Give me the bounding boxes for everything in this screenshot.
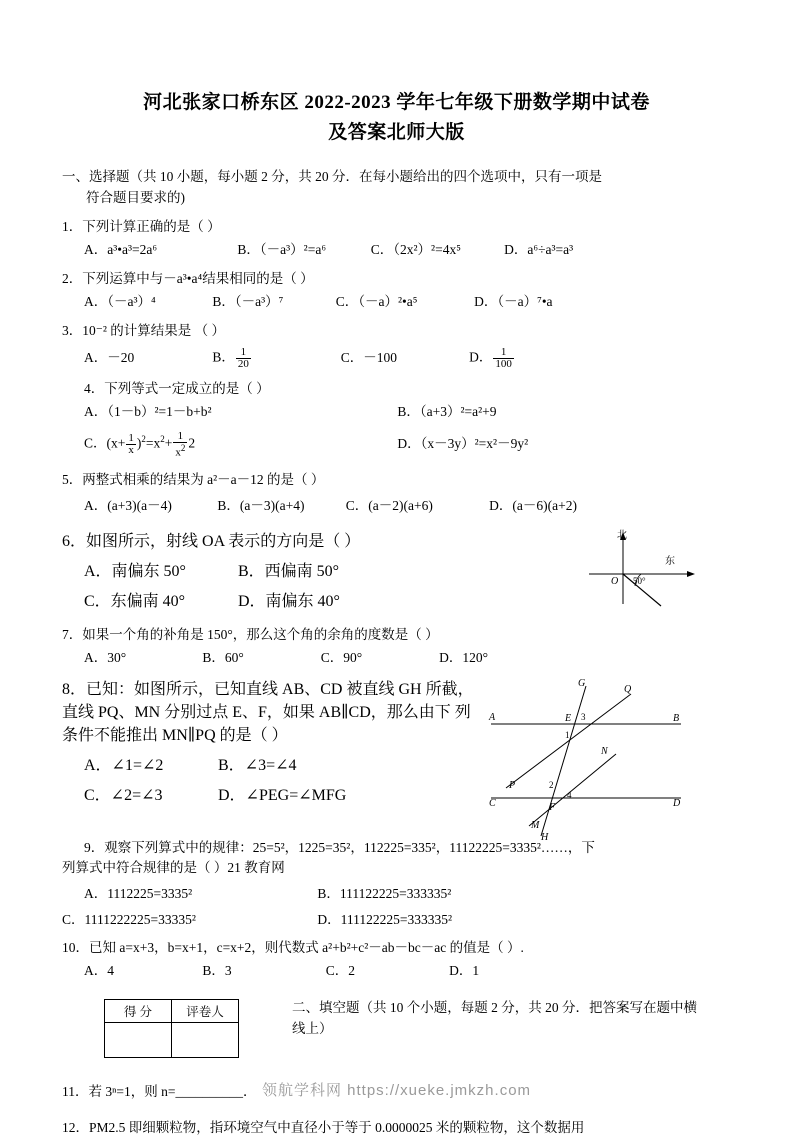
question-4-text: 下列等式一定成立的是（ ） [104,381,270,396]
question-10-number: 10． [62,940,89,956]
label-e: E [565,713,572,725]
question-2 [62,269,731,312]
option-b[interactable]: B．∠3=∠4 [218,757,297,775]
label-b: B [673,713,680,725]
question-6-stem [62,533,360,550]
grader-header-cell: 评卷人 [172,1000,239,1023]
label-o: O [611,576,619,588]
option-d[interactable]: D．a⁶÷a³=a³ [504,242,574,257]
option-b[interactable]: B．（－a³）²=a⁶ [237,242,327,257]
option-c[interactable]: C．－100 [340,349,398,365]
option-d[interactable]: D． $\frac{1}{100}$ [469,346,512,370]
option-c[interactable]: C．1111222225=33335² [62,912,196,928]
question-3-number: 3． [62,323,83,338]
question-12 [62,1118,731,1138]
option-d[interactable]: D．（－a）⁷•a [474,294,553,309]
question-6-options-row-2 [62,588,561,611]
score-header-cell: 得 分 [105,1000,172,1023]
label-east: 东 [665,556,675,568]
question-8-text-1: 已知：如图所示，已知直线 AB、CD 被直线 GH 所截， [86,681,474,699]
table-row [105,1023,239,1058]
question-10 [62,938,731,981]
label-m: M [531,820,540,832]
section-2-block [62,993,731,1058]
question-12-text: PM2.5 即细颗粒物，指环境空气中直径小于等于 0.0000025 米的颗粒物，这个数据用 [89,1120,585,1136]
option-c[interactable]: C．（2x²）²=4x⁵ [370,242,461,257]
option-d[interactable]: D．1 [449,963,480,979]
question-5-number: 5． [62,472,83,488]
question-4-options-row-1 [62,402,731,422]
score-value-cell[interactable] [105,1023,172,1058]
label-f: F [549,802,556,814]
label-angle-1: 1 [565,730,570,741]
question-1-options [62,240,731,260]
option-d[interactable]: D．(a－6)(a+2) [489,498,577,514]
question-3-stem [62,321,731,341]
option-d[interactable]: D．111122225=333335² [317,912,453,928]
fraction-one-over-x: $\frac{1}{x}$ [128,431,134,456]
watermark: 领航学科网 https://xueke.jmkzh.com [261,1082,532,1099]
question-8-options-row-2 [62,782,481,805]
question-9-number: 9． [84,840,105,856]
question-9-stem-line-1 [62,838,731,858]
option-c[interactable]: C．90° [320,650,363,666]
title-line-2: 及答案北师大版 [328,122,465,143]
question-12-number: 12． [62,1120,89,1136]
fraction-one-over-x-squared: $\frac{1}{x^2}$ [175,429,186,459]
option-a[interactable]: A．－20 [84,349,135,365]
question-8-block [62,676,731,846]
question-9-stem-line-2: 列算式中符合规律的是（ ）21 教育网 [62,860,285,876]
question-2-stem [62,269,731,289]
section-2-heading-line-2: 线上） [292,1021,333,1037]
question-7-number: 7． [62,627,83,643]
label-angle-4: 4 [567,790,572,801]
question-3 [62,321,731,370]
question-10-stem [62,938,731,958]
direction-diagram [561,528,731,610]
question-4 [62,379,731,458]
option-d[interactable]: D．（x－3y）²=x²－9y² [397,435,529,451]
option-a[interactable]: A．（－a³）⁴ [84,294,156,309]
label-p: P [509,780,516,792]
question-5 [62,470,731,516]
title-line-1: 河北张家口桥东区 2022-2023 学年七年级下册数学期中试卷 [143,92,650,113]
parallel-lines-diagram [481,676,731,841]
question-7-text: 如果一个角的补角是 150°，那么这个角的余角的度数是（ ） [82,627,439,643]
question-6-text: 如图所示，射线 OA 表示的方向是（ ） [86,533,361,551]
question-9-text-1: 观察下列算式中的规律：25=5²，1225=35²，112225=335²，11122225=3335²……，下 [104,840,595,856]
question-6-number: 6． [62,533,87,551]
option-a[interactable]: A．a³•a³=2a⁶ [84,242,158,257]
question-10-text: 已知 a=x+3，b=x+1，c=x+2，则代数式 a²+b²+c²－ab－bc－ac 的值是（ ）. [89,940,524,956]
option-b[interactable]: B．（a+3）²=a²+9 [397,404,497,419]
section-1-heading-line-2: 符合题目要求的) [86,190,185,205]
question-6-options-row-1 [62,558,561,581]
label-angle-50: 50° [633,576,646,587]
option-a[interactable]: A．30° [84,650,127,666]
option-c[interactable]: C．2 [325,963,356,979]
question-1-stem [62,217,731,237]
question-5-options [62,496,731,516]
label-n: N [601,746,608,758]
question-9-options-row-1 [62,884,731,904]
figure-question-8 [481,676,731,846]
label-angle-2: 2 [549,780,554,791]
question-12-stem [62,1118,731,1138]
label-a: A [489,712,496,724]
question-8-options-row-1 [62,752,481,775]
question-5-stem [62,470,731,490]
question-4-stem [62,379,731,399]
option-b[interactable]: B．111122225=333335² [317,886,452,902]
label-d: D [673,798,681,810]
question-4-options-row-2 [62,429,731,458]
option-c[interactable]: C．（－a）²•a⁵ [335,294,418,309]
question-7 [62,625,731,668]
label-g: G [578,678,586,690]
grader-value-cell[interactable] [172,1023,239,1058]
option-b[interactable]: B．60° [202,650,244,666]
question-6 [62,528,561,611]
option-c[interactable]: C．(x+ $\frac{1}{x}$ )$^2=x^2+$ $\frac{1}{x^2}$ 2 [84,429,196,459]
option-b[interactable]: B．西偏南 50° [238,563,340,581]
question-8 [62,676,481,805]
option-b[interactable]: B． $\frac{1}{20}$ [212,346,249,370]
score-table [104,999,239,1058]
fraction-one-hundredth: $\frac{1}{100}$ [495,346,512,370]
option-b[interactable]: B．(a－3)(a+4) [217,498,305,514]
option-a[interactable]: A．（1－b）²=1－b+b² [84,404,212,419]
label-c: C [489,798,496,810]
label-angle-3: 3 [581,712,586,723]
label-h: H [541,832,549,842]
option-a[interactable]: A．4 [84,963,114,979]
score-table-wrapper [62,993,292,1058]
question-8-number: 8． [62,681,87,699]
option-c[interactable]: C．∠2=∠3 [84,787,163,805]
section-2-heading-line-1: 二、填空题（共 10 个小题，每题 2 分，共 20 分．把答案写在题中横 [292,1000,697,1016]
question-8-stem-line-3: 列条件不能推出 MN∥PQ 的是（ ） [62,704,471,745]
option-a[interactable]: A．1112225=3335² [84,886,193,902]
table-row [105,1000,239,1023]
question-9-options-row-2 [62,910,731,930]
question-9 [62,838,731,930]
question-2-number: 2． [62,271,83,286]
question-11-number: 11． [62,1084,89,1100]
option-a[interactable]: A．(a+3)(a－4) [84,498,172,514]
question-1-text: 下列计算正确的是（ ） [82,219,221,234]
option-d[interactable]: D．∠PEG=∠MFG [218,787,347,805]
option-d[interactable]: D．南偏东 40° [238,593,340,611]
question-1-number: 1． [62,219,83,234]
label-q: Q [624,684,632,696]
question-3-options [62,347,731,370]
question-3-text: 10⁻² 的计算结果是 （ ） [82,323,226,338]
section-2-heading [292,993,731,1039]
option-b[interactable]: B．（－a³）⁷ [212,294,284,309]
option-c[interactable]: C．(a－2)(a+6) [345,498,433,514]
question-6-block [62,528,731,615]
option-d[interactable]: D．120° [439,650,489,666]
question-2-text: 下列运算中与－a³•a⁴结果相同的是（ ） [82,271,314,286]
question-8-stem-line-1 [62,681,474,698]
figure-question-6 [561,528,731,615]
question-11-text: 若 3ⁿ=1，则 n=__________． [88,1084,257,1100]
option-a[interactable]: A．南偏东 50° [84,563,186,581]
question-10-options [62,961,731,981]
section-1-heading-line-1: 一、选择题（共 10 小题，每小题 2 分，共 20 分．在每小题给出的四个选项中，只有一项是 [62,169,602,184]
option-b[interactable]: B．3 [202,963,232,979]
question-7-stem [62,625,731,645]
fraction-one-twentieth: $\frac{1}{20}$ [237,346,249,370]
question-7-options [62,648,731,668]
option-a[interactable]: A．∠1=∠2 [84,757,164,775]
question-2-options [62,292,731,312]
question-4-number: 4． [84,381,105,396]
page-title [62,0,731,148]
question-1 [62,217,731,260]
section-1-heading [62,166,731,208]
option-c[interactable]: C．东偏南 40° [84,593,186,611]
question-8-stem-line-2: 直线 PQ、MN 分别过点 E、F，如果 AB∥CD，那么由下 [62,704,451,722]
question-5-text: 两整式相乘的结果为 a²－a－12 的是（ ） [82,472,325,488]
label-north: 北 [617,530,627,542]
